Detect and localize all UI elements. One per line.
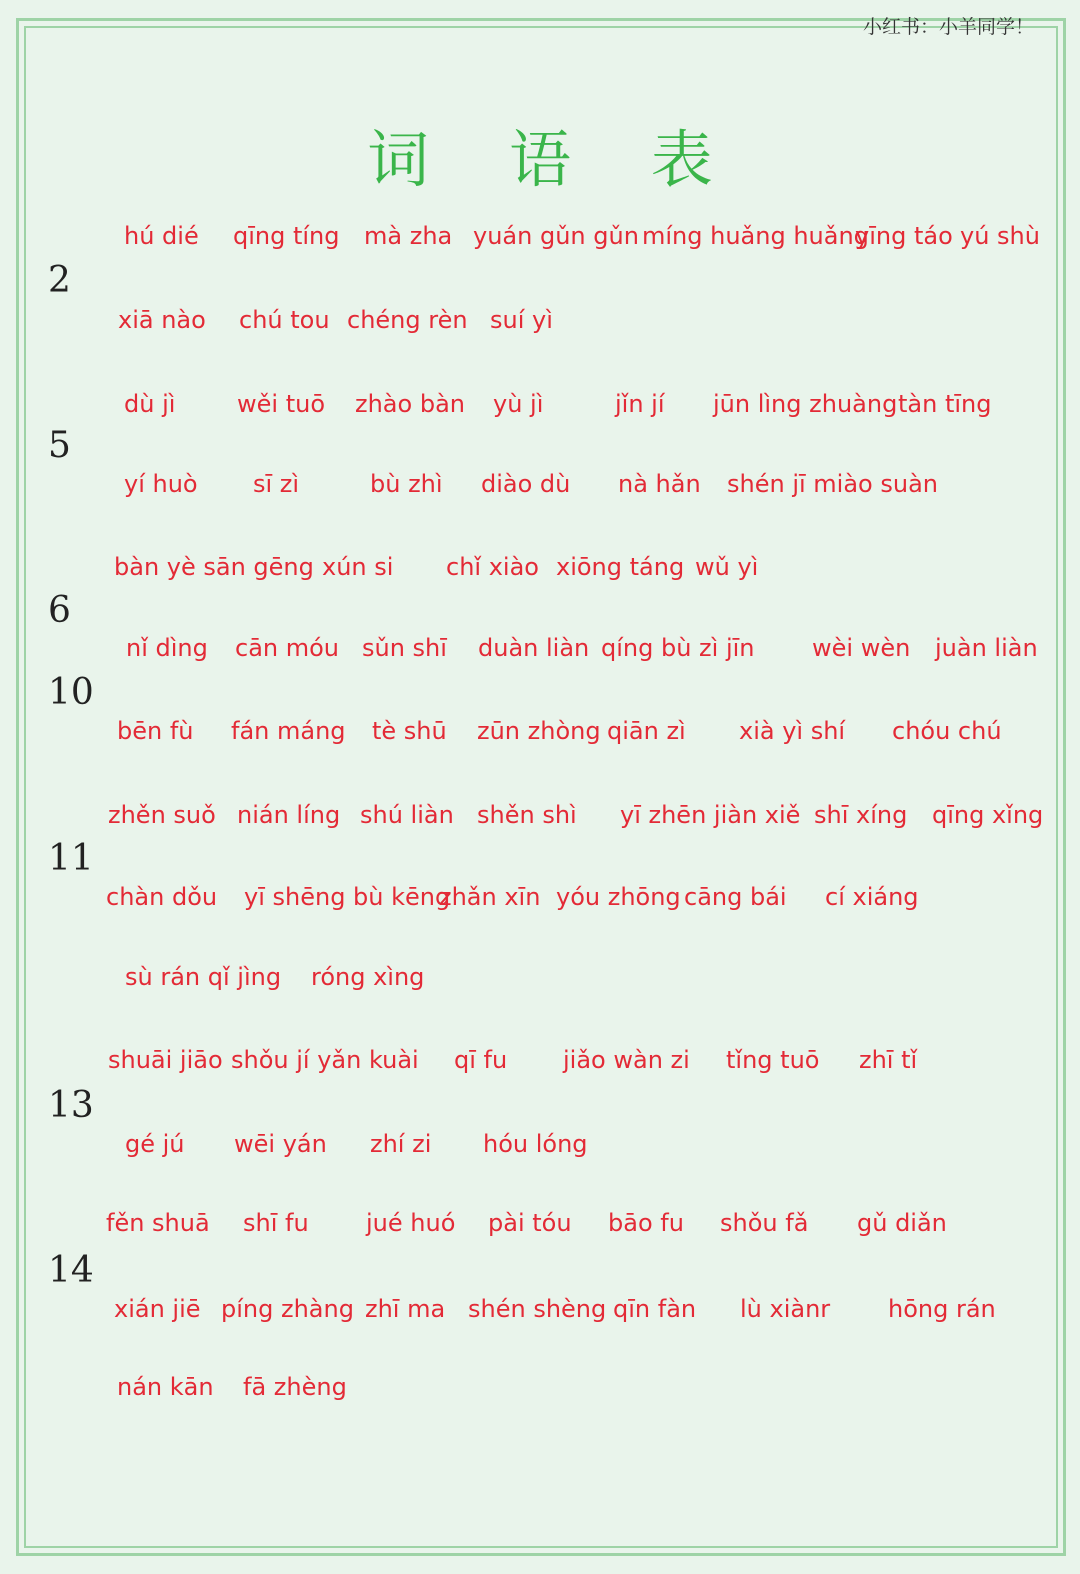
- word-row: [0, 801, 1080, 841]
- pinyin-word: yú shù: [960, 222, 1040, 250]
- lesson-number: 5: [48, 425, 71, 466]
- lesson-number: 6: [48, 590, 71, 631]
- word-row: [0, 717, 1080, 757]
- pinyin-word: jūn lìng zhuàng: [713, 390, 898, 418]
- lesson-number: 11: [48, 838, 94, 879]
- pinyin-word: sǔn shī: [362, 634, 447, 662]
- lesson-number: 2: [48, 260, 71, 301]
- pinyin-word: qīng tíng: [233, 222, 340, 250]
- pinyin-word: qī fu: [454, 1046, 508, 1074]
- pinyin-word: hú dié: [124, 222, 199, 250]
- pinyin-word: shī xíng: [814, 801, 908, 829]
- pinyin-word: jué huó: [366, 1209, 456, 1237]
- word-row: [0, 1046, 1080, 1086]
- pinyin-word: fā zhèng: [243, 1373, 347, 1401]
- lesson-number: 13: [48, 1085, 94, 1126]
- pinyin-word: duàn liàn: [478, 634, 590, 662]
- pinyin-word: zhí zi: [370, 1130, 432, 1158]
- pinyin-word: qíng bù zì jīn: [601, 634, 755, 662]
- pinyin-word: wèi wèn: [812, 634, 911, 662]
- pinyin-word: qiān zì: [607, 717, 686, 745]
- word-row: [0, 553, 1080, 593]
- pinyin-word: yí huò: [124, 470, 198, 498]
- pinyin-word: nián líng: [237, 801, 341, 829]
- pinyin-word: yóu zhōng: [556, 883, 681, 911]
- pinyin-word: nán kān: [117, 1373, 214, 1401]
- pinyin-word: xún si: [322, 553, 394, 581]
- lesson-number: 14: [48, 1250, 94, 1291]
- pinyin-word: píng zhàng: [221, 1295, 354, 1323]
- pinyin-word: zhǎn xīn: [439, 883, 541, 911]
- pinyin-word: tè shū: [372, 717, 447, 745]
- pinyin-word: lù xiànr: [740, 1295, 831, 1323]
- pinyin-word: bēn fù: [117, 717, 194, 745]
- pinyin-word: sù rán qǐ jìng: [125, 963, 282, 991]
- pinyin-word: fán máng: [231, 717, 346, 745]
- word-row: [0, 963, 1080, 1003]
- pinyin-word: bāo fu: [608, 1209, 684, 1237]
- word-row: [0, 883, 1080, 923]
- pinyin-word: hóu lóng: [483, 1130, 588, 1158]
- pinyin-word: zhī ma: [365, 1295, 446, 1323]
- pinyin-word: shuāi jiāo: [108, 1046, 223, 1074]
- pinyin-word: shú liàn: [360, 801, 454, 829]
- pinyin-word: dù jì: [124, 390, 176, 418]
- pinyin-word: yīng táo: [855, 222, 953, 250]
- pinyin-word: diào dù: [481, 470, 571, 498]
- pinyin-word: chóu chú: [892, 717, 1002, 745]
- pinyin-word: shěn shì: [477, 801, 577, 829]
- pinyin-word: gǔ diǎn: [857, 1209, 947, 1237]
- pinyin-word: sī zì: [253, 470, 300, 498]
- pinyin-word: shǒu jí yǎn kuài: [231, 1046, 419, 1074]
- pinyin-word: hōng rán: [888, 1295, 996, 1323]
- pinyin-word: cān móu: [235, 634, 340, 662]
- pinyin-word: bàn yè sān gēng: [114, 553, 314, 581]
- pinyin-word: zūn zhòng: [477, 717, 601, 745]
- word-row: [0, 1130, 1080, 1170]
- pinyin-word: fěn shuā: [106, 1209, 210, 1237]
- pinyin-word: míng huǎng huǎng: [642, 222, 869, 250]
- pinyin-word: chú tou: [239, 306, 330, 334]
- pinyin-word: zhěn suǒ: [108, 801, 216, 829]
- pinyin-word: xián jiē: [114, 1295, 201, 1323]
- pinyin-word: róng xìng: [311, 963, 425, 991]
- pinyin-word: tǐng tuō: [726, 1046, 820, 1074]
- pinyin-word: chéng rèn: [347, 306, 468, 334]
- pinyin-word: xià yì shí: [739, 717, 846, 745]
- pinyin-word: qīn fàn: [613, 1295, 697, 1323]
- lesson-number: 10: [48, 672, 94, 713]
- pinyin-word: suí yì: [490, 306, 553, 334]
- pinyin-word: qīng xǐng: [932, 801, 1044, 829]
- pinyin-word: zhào bàn: [355, 390, 465, 418]
- word-row: [0, 634, 1080, 674]
- pinyin-word: tàn tīng: [898, 390, 992, 418]
- pinyin-word: shī fu: [243, 1209, 309, 1237]
- word-row: [0, 1209, 1080, 1249]
- pinyin-word: gé jú: [125, 1130, 185, 1158]
- pinyin-word: juàn liàn: [935, 634, 1038, 662]
- watermark: 小红书：小羊同学！: [862, 16, 1034, 38]
- word-row: [0, 306, 1080, 346]
- pinyin-word: yuán gǔn gǔn: [473, 222, 639, 250]
- pinyin-word: wǔ yì: [695, 553, 759, 581]
- pinyin-word: cí xiáng: [825, 883, 919, 911]
- pinyin-word: shén jī miào suàn: [727, 470, 938, 498]
- pinyin-word: yī zhēn jiàn xiě: [620, 801, 801, 829]
- pinyin-word: nà hǎn: [618, 470, 701, 498]
- pinyin-word: mà zha: [364, 222, 453, 250]
- word-row: [0, 470, 1080, 510]
- pinyin-word: wēi yán: [234, 1130, 327, 1158]
- word-row: [0, 390, 1080, 430]
- pinyin-word: shǒu fǎ: [720, 1209, 809, 1237]
- pinyin-word: shén shèng: [468, 1295, 607, 1323]
- pinyin-word: cāng bái: [684, 883, 787, 911]
- page-title: 词 语 表: [367, 123, 743, 196]
- pinyin-word: bù zhì: [370, 470, 443, 498]
- word-row: [0, 1295, 1080, 1335]
- word-row: [0, 222, 1080, 262]
- pinyin-word: zhī tǐ: [859, 1046, 918, 1074]
- pinyin-word: jiǎo wàn zi: [563, 1046, 690, 1074]
- pinyin-word: chàn dǒu: [106, 883, 218, 911]
- pinyin-word: xiōng táng: [556, 553, 685, 581]
- pinyin-word: xiā nào: [118, 306, 206, 334]
- pinyin-word: nǐ dìng: [126, 634, 208, 662]
- pinyin-word: jǐn jí: [615, 390, 665, 418]
- word-row: [0, 1373, 1080, 1413]
- pinyin-word: yù jì: [493, 390, 544, 418]
- pinyin-word: yī shēng bù kēng: [244, 883, 451, 911]
- pinyin-word: pài tóu: [488, 1209, 572, 1237]
- pinyin-word: chǐ xiào: [446, 553, 539, 581]
- pinyin-word: wěi tuō: [237, 390, 325, 418]
